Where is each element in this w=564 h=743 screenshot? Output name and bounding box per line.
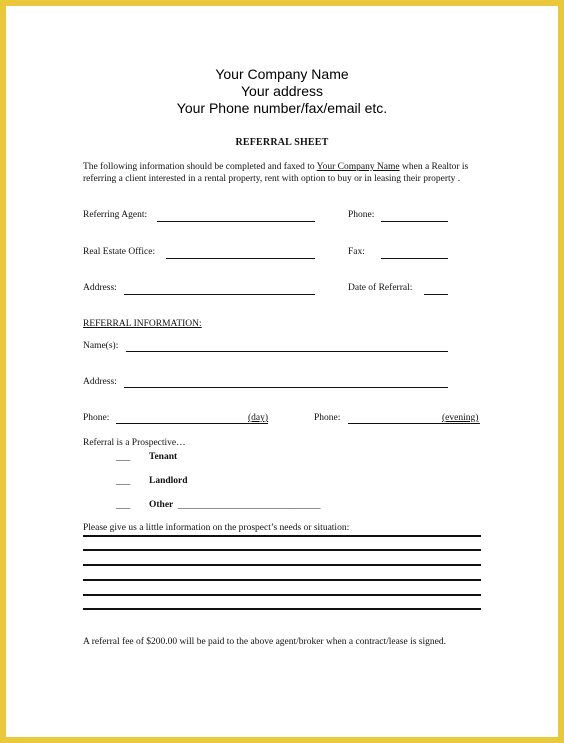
referring-agent-line[interactable] xyxy=(157,221,315,222)
needs-line-1[interactable] xyxy=(83,535,481,537)
company-header xyxy=(6,66,558,117)
needs-line-4[interactable] xyxy=(83,579,481,581)
evening-phone-line[interactable] xyxy=(348,423,480,424)
needs-label: Please give us a little information on the prospect’s needs or situation: xyxy=(83,523,350,533)
evening-phone-label: Phone: xyxy=(314,413,341,423)
referral-form xyxy=(6,6,558,737)
day-phone-line[interactable] xyxy=(116,423,268,424)
agent-address-label: Address: xyxy=(83,283,117,293)
day-phone-label: Phone: xyxy=(83,413,110,423)
needs-line-6[interactable] xyxy=(83,608,481,610)
agent-phone-label: Phone: xyxy=(348,210,375,220)
fax-line[interactable] xyxy=(381,258,448,259)
other-specify-line[interactable]: ______________________________ xyxy=(178,501,321,511)
tenant-option: Tenant xyxy=(149,452,178,462)
date-of-referral-label: Date of Referral: xyxy=(348,283,413,293)
company-contact: Your Phone number/fax/email etc. xyxy=(176,100,388,116)
date-of-referral-line[interactable] xyxy=(424,294,448,295)
needs-line-3[interactable] xyxy=(83,564,481,566)
client-address-label: Address: xyxy=(83,377,117,387)
agent-phone-line[interactable] xyxy=(381,221,448,222)
needs-line-5[interactable] xyxy=(83,594,481,596)
intro-text-after: when a Realtor is referring a client interested in a rental property, rent with option to buy or in leasing their property . xyxy=(83,162,469,184)
form-title: REFERRAL SHEET xyxy=(235,137,329,148)
tenant-checkbox[interactable]: ___ xyxy=(116,453,131,463)
real-estate-office-line[interactable] xyxy=(166,258,315,259)
real-estate-office-label: Real Estate Office: xyxy=(83,247,156,257)
company-address: Your address xyxy=(241,83,323,99)
other-option: Other xyxy=(149,500,174,510)
referral-information-heading: REFERRAL INFORMATION: xyxy=(83,319,202,329)
other-checkbox[interactable]: ___ xyxy=(116,501,131,511)
day-label: (day) xyxy=(248,413,269,423)
company-name: Your Company Name xyxy=(215,66,349,82)
document-page xyxy=(6,6,558,737)
referral-fee-note: A referral fee of $200.00 will be paid to the above agent/broker when a contract/lease is signed. xyxy=(83,637,446,647)
client-address-line[interactable] xyxy=(124,387,448,388)
intro-company-name: Your Company Name xyxy=(316,162,400,172)
names-label: Name(s): xyxy=(83,341,119,351)
prospective-label: Referral is a Prospective… xyxy=(83,438,186,448)
evening-label: (evening) xyxy=(442,413,479,423)
needs-line-2[interactable] xyxy=(83,549,481,551)
referring-agent-label: Referring Agent: xyxy=(83,210,148,220)
intro-text-before: The following information should be completed and faxed to xyxy=(83,162,317,172)
fax-label: Fax: xyxy=(348,247,365,257)
landlord-checkbox[interactable]: ___ xyxy=(116,477,131,487)
names-line[interactable] xyxy=(126,351,448,352)
agent-address-line[interactable] xyxy=(124,294,315,295)
landlord-option: Landlord xyxy=(149,476,188,486)
intro-paragraph xyxy=(83,161,483,185)
